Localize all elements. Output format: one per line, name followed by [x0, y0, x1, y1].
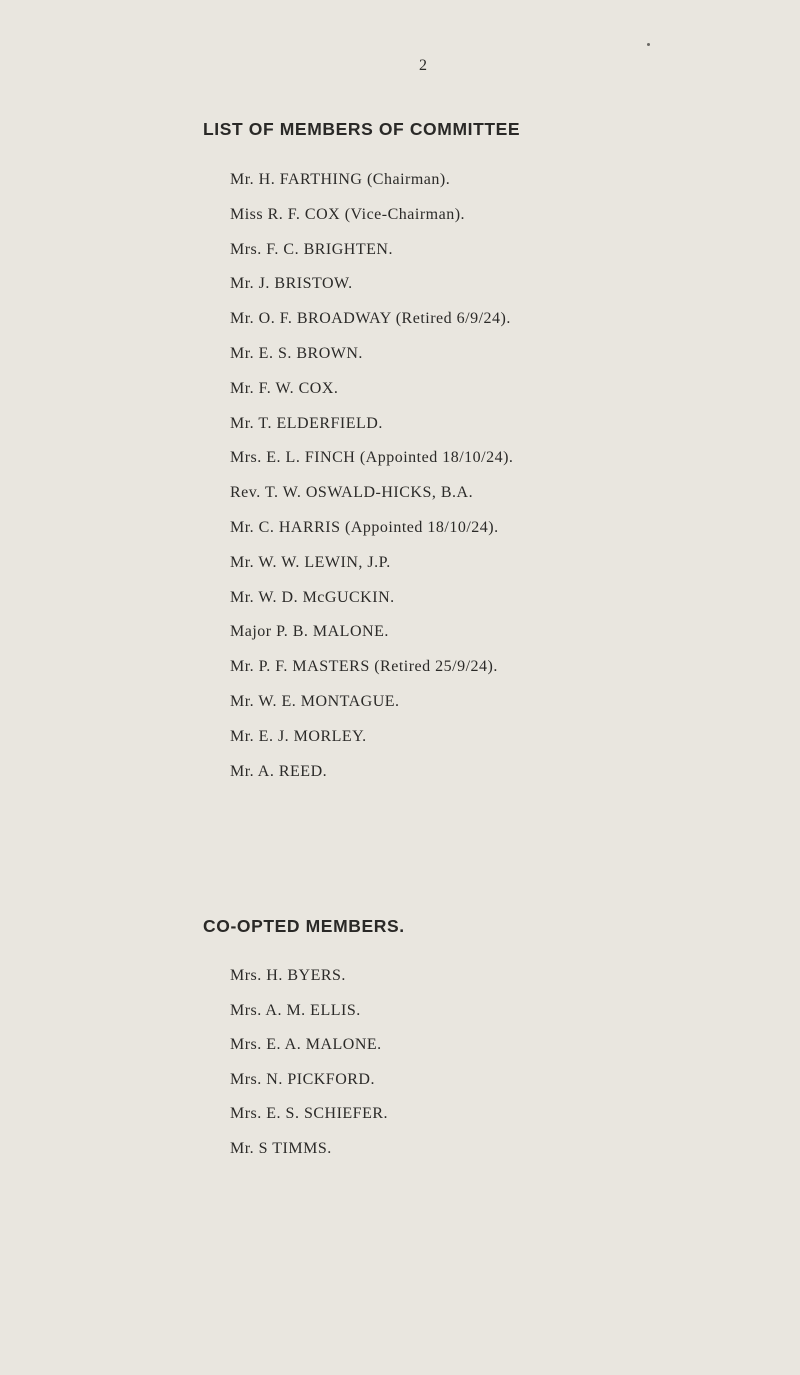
coopted-member: Mrs. H. BYERS.: [230, 967, 346, 984]
committee-member: Mr. H. FARTHING (Chairman).: [230, 171, 451, 188]
coopted-member: Mr. S TIMMS.: [230, 1139, 332, 1157]
coopted-member: Mrs. A. M. ELLIS.: [230, 1001, 361, 1019]
coopted-member: Mrs. N. PICKFORD.: [230, 1070, 375, 1088]
committee-member: Mr. C. HARRIS (Appointed 18/10/24).: [230, 518, 499, 536]
committee-member: Mr. T. ELDERFIELD.: [230, 414, 383, 432]
committee-member: Mr. E. S. BROWN.: [230, 344, 363, 362]
committee-member: Miss R. F. COX (Vice-Chairman).: [230, 205, 466, 223]
committee-member: Mr. O. F. BROADWAY (Retired 6/9/24).: [230, 310, 511, 328]
committee-member: Mrs. E. L. FINCH (Appointed 18/10/24).: [230, 449, 514, 467]
committee-member: Mr. F. W. COX.: [230, 379, 339, 397]
committee-member: Mr. A. REED.: [230, 762, 328, 780]
coopted-member: Mrs. E. S. SCHIEFER.: [230, 1105, 389, 1123]
coopted-member-list: [230, 964, 388, 1172]
committee-member: Mr. W. D. McGUCKIN.: [230, 588, 395, 606]
committee-heading: LIST OF MEMBERS OF COMMITTEE: [203, 119, 521, 139]
committee-member: Mr. W. E. MONTAGUE.: [230, 692, 400, 710]
paper-speck: [647, 43, 650, 46]
committee-member: Rev. T. W. OSWALD-HICKS, B.A.: [230, 484, 474, 502]
committee-member: Mrs. F. C. BRIGHTEN.: [230, 240, 393, 258]
coopted-heading: CO-OPTED MEMBERS.: [203, 916, 405, 936]
page-number: 2: [419, 57, 427, 74]
committee-member: Mr. J. BRISTOW.: [230, 275, 353, 293]
committee-member: Mr. P. F. MASTERS (Retired 25/9/24).: [230, 658, 498, 676]
committee-member: Mr. W. W. LEWIN, J.P.: [230, 553, 391, 571]
committee-member: Major P. B. MALONE.: [230, 623, 389, 641]
committee-member-list: [230, 168, 513, 794]
committee-member: Mr. E. J. MORLEY.: [230, 727, 367, 745]
coopted-member: Mrs. E. A. MALONE.: [230, 1036, 382, 1054]
